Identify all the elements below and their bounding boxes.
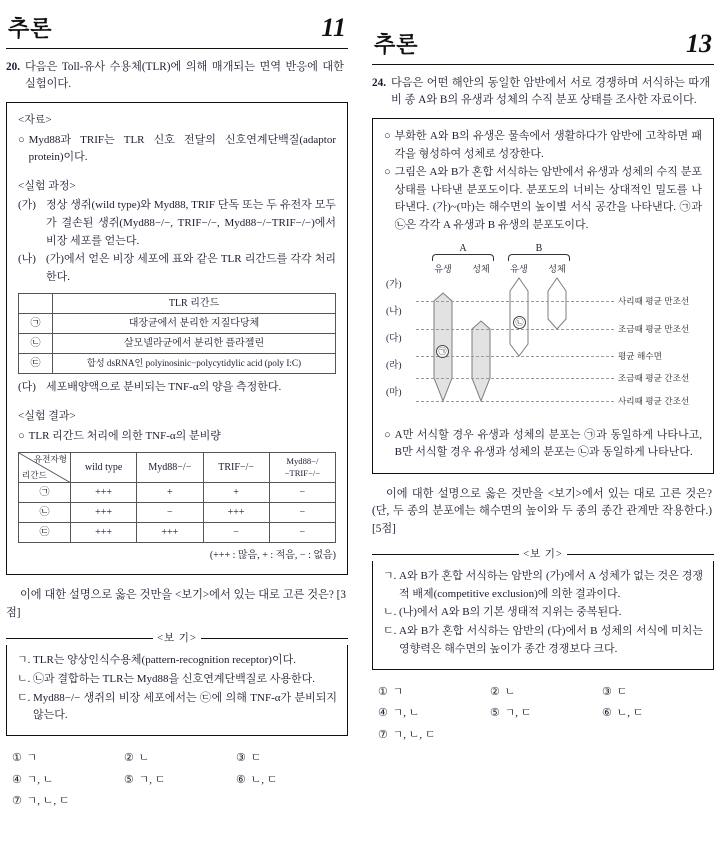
table-row	[19, 354, 336, 374]
result-col-header: wild type	[71, 453, 137, 483]
right-question-stem	[372, 75, 714, 109]
choice-4[interactable]	[12, 770, 124, 791]
result-cell: +	[137, 483, 203, 503]
left-bogi-block	[6, 632, 348, 736]
species-label-b: B	[535, 242, 543, 254]
choice-number: ⑥	[601, 707, 614, 720]
result-cell: +++	[71, 483, 137, 503]
choice-number: ⑤	[123, 773, 136, 786]
left-question-text: 다음은 Toll-유사 수용체(TLR)에 의해 매개되는 면역 반응에 대한 실험이다.	[24, 61, 344, 91]
vertical-distribution-diagram	[386, 241, 704, 413]
corner-bottom-left-label: 리간드	[22, 469, 47, 480]
ligand-desc: 살모넬라균에서 분리한 플라젤린	[53, 334, 336, 354]
result-cell: −	[137, 503, 203, 523]
choice-number: ②	[489, 685, 502, 698]
bullet-marker: ○	[384, 130, 391, 143]
right-choice-list	[372, 682, 714, 746]
choice-3[interactable]	[602, 682, 714, 703]
ligand-id: ㉡	[19, 334, 53, 354]
choice-2[interactable]	[124, 748, 236, 769]
result-cell: +++	[203, 503, 269, 523]
ligand-header-label: TLR 리간드	[53, 294, 336, 314]
bullet-text: 부화한 A와 B의 유생은 물속에서 생활하다가 암반에 고착하면 패각을 형성하여 성체로 성장한다.	[394, 130, 702, 160]
choice-3[interactable]	[236, 748, 348, 769]
right-page-header	[372, 28, 714, 62]
result-cell: +++	[71, 523, 137, 543]
mark-b-larva-circle: ㉡	[513, 316, 526, 329]
species-label-a: A	[459, 242, 467, 254]
bullet-marker: ○	[18, 133, 25, 146]
table-row	[19, 523, 336, 543]
choice-row-1	[378, 682, 714, 703]
bogi-item-n	[17, 671, 337, 689]
zone-label-na: (나)	[386, 306, 402, 317]
zone-label-ma: (마)	[386, 387, 402, 398]
choice-label: ㄷ	[250, 752, 262, 765]
result-col-header: TRIF−/−	[203, 453, 269, 483]
choice-number: ⑦	[12, 795, 24, 807]
level-label-mean-sea: 평균 해수면	[618, 350, 662, 361]
bogi-text: (나)에서 A와 B의 기본 생태적 지위는 중복된다.	[399, 606, 622, 619]
left-header-rule	[6, 48, 348, 49]
bogi-caption-label: <보 기>	[519, 549, 567, 560]
right-page	[362, 0, 724, 850]
bogi-item-d	[383, 623, 703, 659]
bogi-marker: ㄱ.	[383, 569, 397, 582]
choice-number: ③	[601, 685, 614, 698]
right-bullet-1	[384, 128, 702, 163]
left-page-header	[6, 12, 348, 46]
right-question-number: 24.	[372, 77, 386, 89]
mark-a-larva-circle: ㉠	[436, 345, 449, 358]
result-row-id: ㉢	[19, 523, 71, 543]
level-line-spring-high	[416, 301, 614, 302]
choice-label: ㄱ	[392, 685, 404, 698]
bogi-marker: ㄴ.	[17, 672, 31, 685]
choice-number: ⑤	[489, 707, 502, 720]
ligand-desc: 합성 dsRNA인 polyinosinic−polycytidylic acid (poly I:C)	[53, 354, 336, 374]
left-question-number: 20.	[6, 61, 20, 73]
bogi-text: A와 B가 혼합 서식하는 암반의 (가)에서 A 성체가 없는 것은 경쟁적 배제(competitive exclusion)에 의한 결과이다.	[399, 569, 703, 600]
level-line-neap-high	[416, 329, 614, 330]
bogi-text: TLR는 양상인식수용체(pattern-recognition receptor)이다.	[33, 653, 296, 666]
result-bullet-1	[18, 428, 336, 446]
table-row	[19, 334, 336, 354]
choice-2[interactable]	[490, 682, 602, 703]
bogi-text: A와 B가 혼합 서식하는 암반의 (다)에서 B 성체의 서식에 미치는 영향력은 해수면의 높이가 종간 경쟁보다 크다.	[399, 625, 703, 656]
bogi-marker: ㄷ.	[383, 625, 397, 638]
right-subject-title: 추론	[374, 32, 419, 57]
step-marker: (나)	[18, 253, 36, 266]
choice-1[interactable]	[12, 748, 124, 769]
choice-label: ㄴ	[138, 752, 150, 765]
left-choice-list	[6, 748, 348, 812]
choice-row-2	[12, 770, 348, 791]
right-header-rule	[372, 64, 714, 65]
ligand-header-blank	[19, 294, 53, 314]
level-label-neap-low: 조금때 평균 간조선	[618, 372, 690, 383]
choice-number: ①	[12, 752, 24, 765]
right-bullet-2	[384, 164, 702, 234]
choice-row-3	[378, 725, 714, 746]
choice-label: ㄱ, ㄴ	[26, 773, 54, 786]
choice-label: ㄱ, ㄷ	[138, 773, 166, 786]
choice-7[interactable]	[378, 725, 490, 746]
corner-top-right-label: 유전자형	[33, 454, 67, 465]
result-cell: −	[269, 503, 335, 523]
left-question-stem	[6, 59, 348, 93]
process-step-ga	[18, 197, 336, 250]
zone-label-da: (다)	[386, 333, 402, 344]
table-row	[19, 483, 336, 503]
choice-number: ④	[378, 707, 390, 720]
result-section-title: <실험 결과>	[18, 409, 76, 422]
left-bogi-box	[6, 645, 348, 736]
step-text: (가)에서 얻은 비장 세포에 표와 같은 TLR 리간드를 각각 처리한다.	[46, 253, 336, 283]
zone-label-ra: (라)	[386, 360, 402, 371]
step-text: 정상 생쥐(wild type)와 Myd88, TRIF 단독 또는 두 유전자 모두가 결손된 생쥐(Myd88−/−, TRIF−/−, Myd88−/−TRIF−/−)에서 비장 세포를 얻는다.	[46, 199, 336, 247]
left-ask-line: 이에 대한 설명으로 옳은 것만을 <보기>에서 있는 대로 고른 것은? [3점]	[6, 589, 346, 619]
choice-label: ㄴ	[504, 685, 516, 698]
choice-number: ⑥	[235, 773, 248, 786]
result-cell: −	[269, 483, 335, 503]
right-bogi-box	[372, 561, 714, 670]
table-row	[19, 294, 336, 314]
choice-5[interactable]	[490, 703, 602, 724]
choice-6[interactable]	[602, 703, 714, 724]
choice-number: ②	[123, 752, 136, 765]
bullet-text: A만 서식할 경우 유생과 성체의 분포는 ㉠과 동일하게 나타나고, B만 서식할 경우 유생과 성체의 분포는 ㉡과 동일하게 나타난다.	[394, 428, 702, 459]
bullet-text: TLR 리간드 처리에 의한 TNF-α의 분비량	[28, 429, 221, 442]
process-step-na	[18, 251, 336, 286]
right-bullet-3	[384, 427, 702, 462]
choice-label: ㄱ, ㄴ, ㄷ	[26, 795, 70, 807]
result-cell: −	[203, 523, 269, 543]
right-ask-line: 이에 대한 설명으로 옳은 것만을 <보기>에서 있는 대로 고른 것은? (단, 두 종의 분포에는 해수면의 높이와 두 종의 종간 관계만 작용한다.) [5점]	[372, 487, 712, 535]
bogi-item-n	[383, 604, 703, 622]
choice-label: ㄴ, ㄷ	[250, 773, 278, 786]
bogi-caption-label: <보 기>	[153, 633, 201, 644]
level-line-spring-low	[416, 401, 614, 402]
bullet-marker: ○	[18, 429, 25, 442]
step-marker: (가)	[18, 199, 36, 212]
choice-label: ㄱ, ㄴ, ㄷ	[392, 728, 436, 741]
bogi-text: Myd88−/− 생쥐의 비장 세포에서는 ㉢에 의해 TNF-α가 분비되지 않는다.	[33, 691, 337, 722]
choice-number: ⑦	[378, 728, 390, 741]
choice-row-3	[12, 791, 348, 812]
table-row	[19, 314, 336, 334]
result-cell: +	[203, 483, 269, 503]
bogi-marker: ㄴ.	[383, 606, 397, 619]
stage-label-b-larva: 유생	[510, 263, 528, 274]
stage-label-a-larva: 유생	[434, 263, 452, 274]
bogi-marker: ㄷ.	[17, 691, 31, 704]
ligand-id: ㉢	[19, 354, 53, 374]
step-marker: (다)	[18, 381, 36, 394]
bullet-text: Myd88과 TRIF는 TLR 신호 전달의 신호연계단백질(adaptor protein)이다.	[28, 133, 336, 164]
result-table	[18, 452, 336, 543]
level-label-spring-high: 사리때 평균 만조선	[618, 295, 690, 306]
process-section-title: <실험 과정>	[18, 179, 76, 192]
bullet-marker: ○	[384, 428, 391, 441]
choice-6[interactable]	[236, 770, 348, 791]
bogi-text: ㉡과 결합하는 TLR는 Myd88을 신호연계단백질로 사용한다.	[33, 672, 315, 685]
choice-5[interactable]	[124, 770, 236, 791]
result-row-id: ㉡	[19, 503, 71, 523]
shape-a-adult	[472, 321, 490, 401]
right-stimulus-box	[372, 118, 714, 474]
choice-row-2	[378, 703, 714, 724]
bullet-text: 그림은 A와 B가 혼합 서식하는 암반에서 유생과 성체의 수직 분포 상태를 나타낸 분포도이다. 분포도의 너비는 상대적인 밀도를 나타낸다. (가)~(마)는 해수면의 높이별 서식 공간을 나타낸다. ㉠과 ㉡은 각각 A 유생과 B 유생의 분포도이다.	[394, 166, 702, 231]
bogi-item-g	[17, 652, 337, 670]
result-cell: +++	[137, 523, 203, 543]
choice-7[interactable]	[12, 791, 124, 812]
choice-label: ㄱ	[26, 752, 38, 765]
ligand-id: ㉠	[19, 314, 53, 334]
result-row-id: ㉠	[19, 483, 71, 503]
left-subject-title: 추론	[8, 16, 53, 41]
bullet-marker: ○	[384, 166, 391, 179]
right-bogi-block	[372, 548, 714, 670]
stage-label-b-adult: 성체	[548, 263, 566, 274]
data-bullet-1	[18, 132, 336, 167]
choice-row-1	[12, 748, 348, 769]
level-line-neap-low	[416, 378, 614, 379]
choice-number: ③	[235, 752, 248, 765]
choice-4[interactable]	[378, 703, 490, 724]
choice-number: ④	[12, 773, 24, 786]
result-col-header: Myd88−/−TRIF−/−	[269, 453, 335, 483]
shape-b-adult	[548, 278, 566, 329]
zone-label-ga: (가)	[386, 279, 402, 290]
choice-number: ①	[378, 685, 390, 698]
bogi-marker: ㄱ.	[17, 653, 31, 666]
left-stimulus-box	[6, 102, 348, 575]
result-cell: −	[269, 523, 335, 543]
right-bogi-caption	[372, 548, 714, 561]
right-question-text: 다음은 어떤 해안의 동일한 암반에서 서로 경쟁하며 서식하는 따개비 종 A와 B의 유생과 성체의 수직 분포 상태를 조사한 자료이다.	[390, 77, 710, 107]
choice-1[interactable]	[378, 682, 490, 703]
result-legend: (+++ : 많음, + : 적음, − : 없음)	[209, 550, 336, 562]
ligand-table	[18, 293, 336, 374]
step-text: 세포배양액으로 분비되는 TNF-α의 양을 측정한다.	[46, 381, 282, 394]
choice-label: ㄱ, ㄷ	[504, 707, 532, 720]
bogi-item-d	[17, 690, 337, 726]
choice-label: ㄱ, ㄴ	[392, 707, 420, 720]
result-col-header: Myd88−/−	[137, 453, 203, 483]
result-corner-cell	[19, 453, 71, 483]
table-row	[19, 503, 336, 523]
right-page-number: 13	[686, 29, 712, 58]
data-section-title: <자료>	[18, 114, 52, 127]
stage-label-a-adult: 성체	[472, 263, 490, 274]
table-row	[19, 453, 336, 483]
bogi-item-g	[383, 568, 703, 604]
level-label-spring-low: 사리때 평균 간조선	[618, 395, 690, 406]
result-cell: +++	[71, 503, 137, 523]
left-page-number: 11	[321, 13, 346, 42]
process-step-da	[18, 379, 336, 397]
level-label-neap-high: 조금때 평균 만조선	[618, 323, 690, 334]
choice-label: ㄴ, ㄷ	[616, 707, 644, 720]
left-bogi-caption	[6, 632, 348, 645]
ligand-desc: 대장균에서 분리한 지질다당체	[53, 314, 336, 334]
choice-label: ㄷ	[616, 685, 628, 698]
